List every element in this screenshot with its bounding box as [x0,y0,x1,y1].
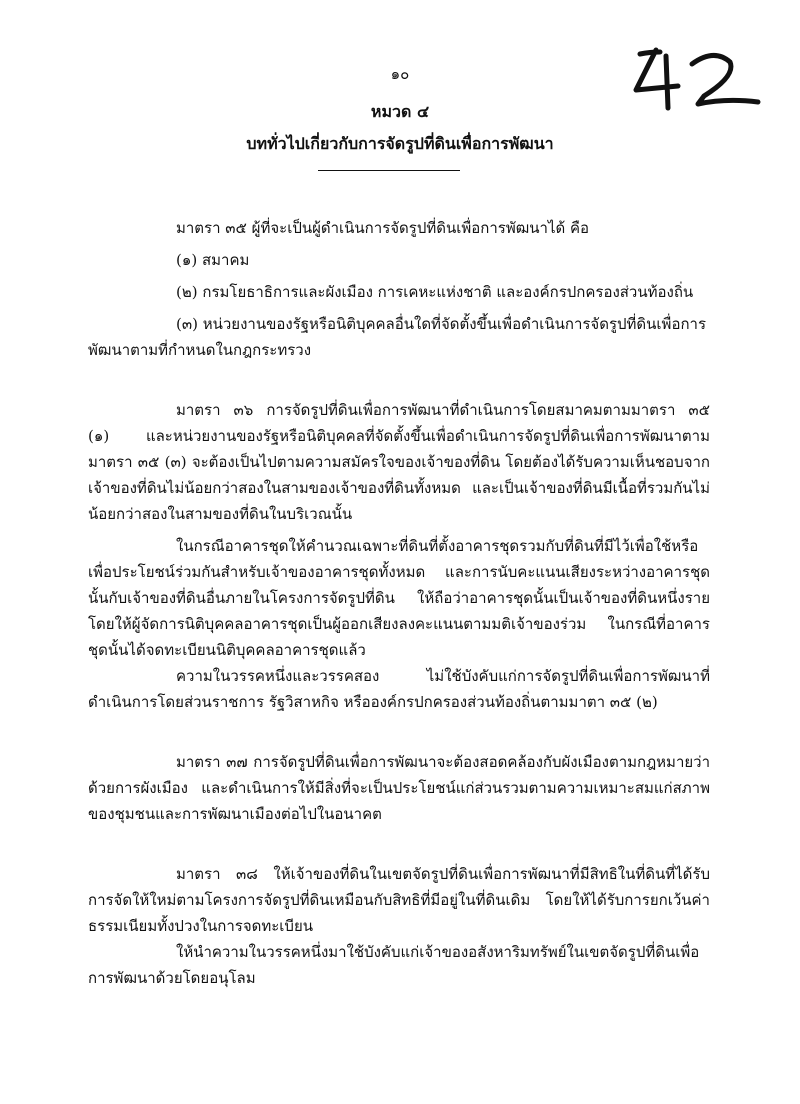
paragraph: มาตรา ๓๗ การจัดรูปที่ดินเพื่อการพัฒนาจะต้องสอดคล้องกับผังเมืองตามกฎหมายว่าด้วยการผังเมือง และดำเนินการให้มีสิ่งที่จะเป็นประโยชน์แก่ส่วนรวมตามความเหมาะสมแก่สภาพของชุมชนและการพัฒนาเมืองต่อไปในอนาคต [88,753,710,823]
section-35 [88,215,710,363]
list-item: (๓) หน่วยงานของรัฐหรือนิติบุคคลอื่นใดที่จัดตั้งขึ้นเพื่อดำเนินการจัดรูปที่ดินเพื่อการพัฒนาตามที่กำหนดในกฎกระทรวง [88,315,707,359]
list-item: (๒) กรมโยธาธิการและผังเมือง การเคหะแห่งชาติ และองค์กรปกครองส่วนท้องถิ่น [176,283,694,301]
document-body [88,215,710,991]
section-36 [88,397,710,715]
chapter-heading: หมวด ๔ [370,102,430,121]
chapter-title: บททั่วไปเกี่ยวกับการจัดรูปที่ดินเพื่อการพัฒนา [246,134,554,153]
title-underline [318,170,460,171]
section-intro: มาตรา ๓๕ ผู้ที่จะเป็นผู้ดำเนินการจัดรูปที่ดินเพื่อการพัฒนาได้ คือ [176,219,590,237]
list-item: (๑) สมาคม [176,251,250,269]
paragraph: มาตรา ๓๖ การจัดรูปที่ดินเพื่อการพัฒนาที่ดำเนินการโดยสมาคมตามมาตรา ๓๕ (๑) และหน่วยงานของรัฐหรือนิติบุคคลที่จัดตั้งขึ้นเพื่อดำเนินการจัดรูปที่ดินเพื่อการพัฒนาตามมาตรา ๓๕ (๓) จะต้องเป็นไปตามความสมัครใจของเจ้าของที่ดิน โดยต้องได้รับความเห็นชอบจากเจ้าของที่ดินไม่น้อยกว่าสองในสามของเจ้าของที่ดินทั้งหมด และเป็นเจ้าของที่ดินมีเนื้อที่รวมกันไม่น้อยกว่าสองในสามของที่ดินในบริเวณนั้น [88,401,710,523]
paragraph: ในกรณีอาคารชุดให้คำนวณเฉพาะที่ดินที่ตั้งอาคารชุดรวมกับที่ดินที่มีไว้เพื่อใช้หรือเพื่อประโยชน์ร่วมกันสำหรับเจ้าของอาคารชุดทั้งหมด และการนับคะแนนเสียงระหว่างอาคารชุดนั้นกับเจ้าของที่ดินอื่นภายในโครงการจัดรูปที่ดิน ให้ถือว่าอาคารชุดนั้นเป็นเจ้าของที่ดินหนึ่งราย โดยให้ผู้จัดการนิติบุคคลอาคารชุดเป็นผู้ออกเสียงลงคะแนนตามมติเจ้าของร่วม ในกรณีที่อาคารชุดนั้นได้จดทะเบียนนิติบุคคลอาคารชุดแล้ว [88,537,710,659]
paragraph: มาตรา ๓๘ ให้เจ้าของที่ดินในเขตจัดรูปที่ดินเพื่อการพัฒนาที่มีสิทธิในที่ดินที่ได้รับการจัดให้ใหม่ตามโครงการจัดรูปที่ดินเหมือนกับสิทธิที่มีอยู่ในที่ดินเดิม โดยให้ได้รับการยกเว้นค่าธรรมเนียมทั้งปวงในการจดทะเบียน [88,865,710,935]
section-38 [88,861,710,991]
paragraph: ความในวรรคหนึ่งและวรรคสอง ไม่ใช้บังคับแก่การจัดรูปที่ดินเพื่อการพัฒนาที่ดำเนินการโดยส่วนราชการ รัฐวิสาหกิจ หรือองค์กรปกครองส่วนท้องถิ่นตามมาตา ๓๕ (๒) [88,667,710,711]
paragraph: ให้นำความในวรรคหนึ่งมาใช้บังคับแก่เจ้าของอสังหาริมทรัพย์ในเขตจัดรูปที่ดินเพื่อการพัฒนาด้วยโดยอนุโลม [88,943,700,987]
section-37 [88,749,710,827]
page-number: ๑๐ [390,65,410,83]
